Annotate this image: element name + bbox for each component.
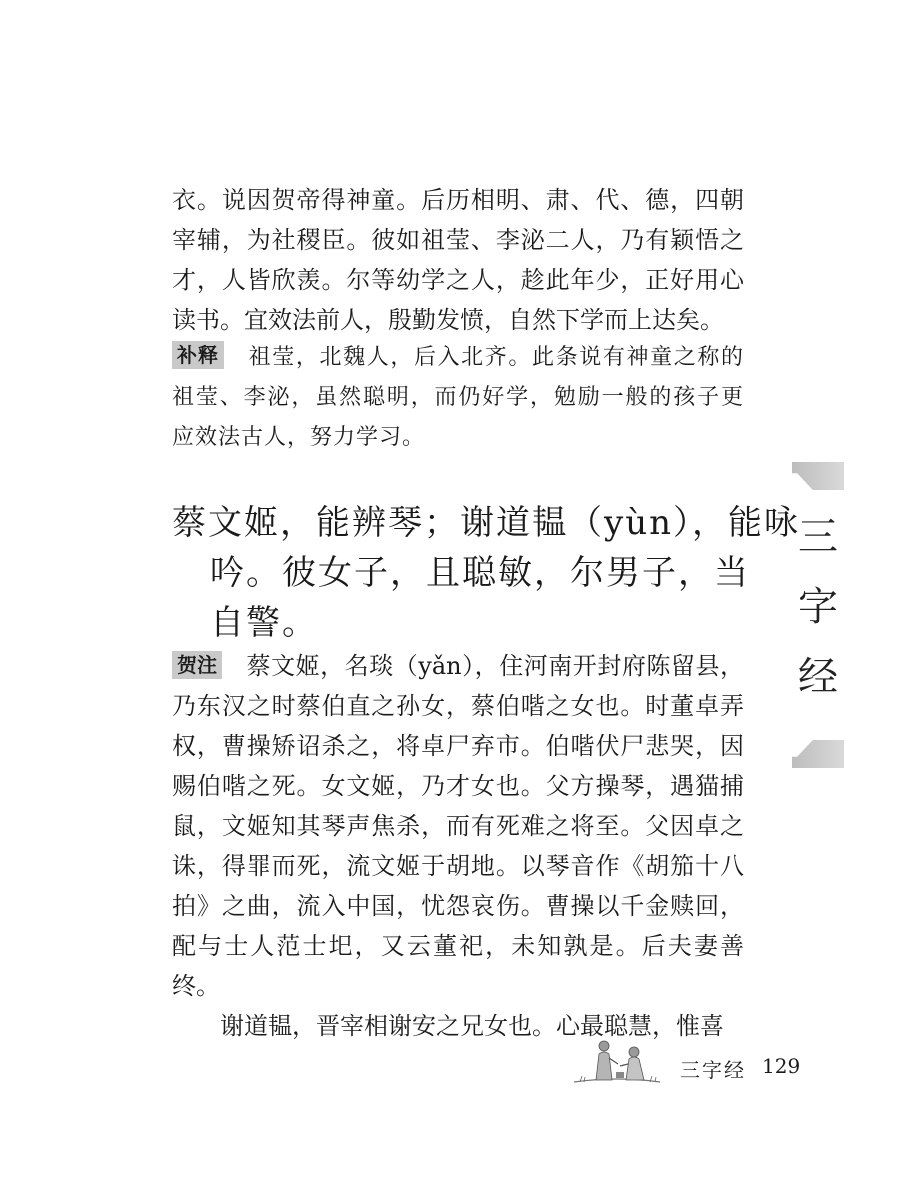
supplement-text: 祖莹，北魏人，后入北齐。此条说有神童之称的祖莹、李泌，虽然聪明，而仍好学，勉励一般的孩子更应效法古人，努力学习。	[172, 345, 744, 450]
commentary-paragraph	[172, 646, 744, 1006]
side-tab-char: 字	[798, 584, 838, 630]
commentary-text: 蔡文姬，名琰（yǎn），住河南开封府陈留县，乃东汉之时蔡伯直之孙女，蔡伯喈之女也。时董卓弄权，曹操矫诏杀之，将卓尸弃市。伯喈伏尸悲哭，因赐伯喈之死。女文姬，乃才女也。父方操琴，遇猫捕鼠，文姬知其琴声焦杀，而有死难之将至。父因卓之诛，得罪而死，流文姬于胡地。以琴音作《胡笳十八拍》之曲，流入中国，忧怨哀伤。曹操以千金赎回，配与士人范士圯，又云董祀，未知孰是。后夫妻善终。	[172, 652, 744, 1000]
supplement-block	[172, 338, 744, 458]
verse-line-3: 自警。	[210, 603, 318, 643]
commentary-label: 贺注	[172, 651, 222, 679]
footer-book-title: 三字经	[680, 1058, 746, 1082]
commentary-continuation: 谢道韫，晋宰相谢安之兄女也。心最聪慧，惟喜	[220, 1012, 724, 1040]
verse	[172, 498, 801, 648]
two-scholars-illustration	[572, 1036, 662, 1086]
verse-line-1: 蔡文姬，能辨琴；谢道韫（yùn），能咏	[172, 503, 801, 543]
top-paragraph-block	[172, 180, 744, 340]
tab-top-ornament	[792, 462, 844, 490]
side-tab-title	[792, 502, 844, 712]
side-tab-char: 经	[798, 654, 838, 700]
body-paragraph: 衣。说因贺帝得神童。后历相明、肃、代、德，四朝宰辅，为社稷臣。彼如祖莹、李泌二人，乃有颖悟之才，人皆欣羡。尔等幼学之人，趁此年少，正好用心读书。宜效法前人，殷勤发愤，自然下学而上达矣。	[172, 186, 744, 334]
commentary-block	[172, 646, 744, 1046]
supplement-paragraph	[172, 338, 744, 458]
page-footer	[572, 1050, 802, 1090]
verse-line-2: 吟。彼女子，且聪敏，尔男子，当	[210, 553, 750, 593]
side-chapter-tab	[792, 462, 844, 768]
side-tab-char: 三	[798, 514, 838, 560]
supplement-label: 补释	[172, 341, 224, 369]
page-number: 129	[762, 1054, 801, 1078]
tab-bottom-ornament	[792, 740, 844, 768]
